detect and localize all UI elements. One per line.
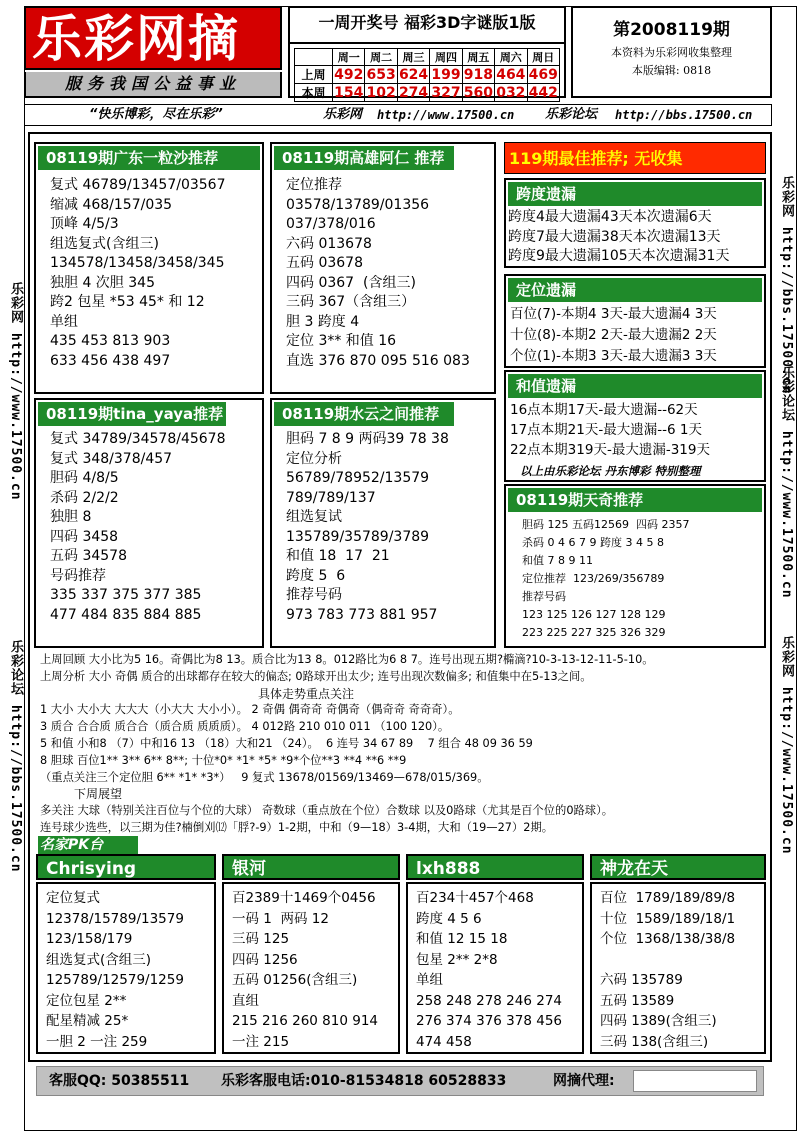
pk-panel-body xyxy=(46,888,184,1052)
gx-line: 03578/13789/01356 xyxy=(286,196,430,213)
draw-number: 442 xyxy=(528,84,558,101)
span-miss-body xyxy=(508,208,729,267)
pk-line: 125789/12579/1259 xyxy=(46,972,184,988)
logo xyxy=(24,6,282,70)
panel-sy-body xyxy=(286,430,449,625)
sy-line: 定位分析 xyxy=(286,450,342,467)
draw-number: 492 xyxy=(334,66,364,83)
draw-row-label: 上周 xyxy=(295,66,333,84)
gd-line: 跨2 包星 *53 45* 和 12 xyxy=(50,294,205,310)
pos-miss-title: 定位遗漏 xyxy=(508,278,762,302)
footer-qq: 客服QQ: 50385511 xyxy=(49,1073,190,1089)
pos-miss-line: 个位(1)-本期3 3天-最大遗漏3 3天 xyxy=(510,348,717,364)
tq-title: 08119期天奇推荐 xyxy=(508,488,762,512)
panel-gd xyxy=(34,142,264,394)
analysis-line: 5 和值 小和8 （7）中和16 13 （18）大和21 （24）。 6 连号 34 67 89 7 组合 48 09 36 59 xyxy=(40,736,533,750)
tq-line: 定位推荐 123/269/356789 xyxy=(522,572,665,585)
sy-line: 推荐号码 xyxy=(286,587,342,603)
gx-line: 六码 013678 xyxy=(286,235,372,252)
banner-motto: “快乐博彩，尽在乐彩” xyxy=(89,107,223,122)
pk-line: 215 216 260 810 914 xyxy=(232,1013,379,1029)
pk-line: 百位 1789/189/89/8 xyxy=(600,890,736,906)
logo-text: 乐彩网摘 xyxy=(32,10,240,68)
draw-day-header: 周四 xyxy=(430,49,462,66)
pk-line: 三码 138(含组三) xyxy=(600,1033,709,1050)
sum-miss-credit: 以上由乐彩论坛 丹东博彩 特别整理 xyxy=(520,464,701,478)
draw-number: 032 xyxy=(496,84,526,101)
pos-miss-line: 十位(8)-本期2 2天-最大遗漏2 2天 xyxy=(510,327,717,343)
pk-line: 一注 215 xyxy=(232,1033,290,1050)
tq-line: 223 225 227 325 326 329 xyxy=(522,626,666,639)
gx-line: 三码 367（含组三） xyxy=(286,294,416,310)
sum-miss-title: 和值遗漏 xyxy=(508,374,762,398)
pk-panel xyxy=(406,882,584,1054)
sy-line: 789/789/137 xyxy=(286,489,376,506)
draw-day-header: 周三 xyxy=(397,49,429,66)
tina-line: 胆码 4/8/5 xyxy=(50,470,119,486)
analysis-line: 具体走势重点关注 xyxy=(258,686,355,701)
pk-line: 三码 125 xyxy=(232,931,290,947)
tina-line: 477 484 835 884 885 xyxy=(50,606,202,623)
draw-number: 918 xyxy=(463,66,494,83)
pos-miss-line: 百位(7)-本期4 3天-最大遗漏4 3天 xyxy=(510,306,717,322)
draw-header-title: 一周开奖号 福彩3D字谜版1版 xyxy=(290,10,564,44)
pk-panel xyxy=(222,882,400,1054)
gd-line: 缩减 468/157/035 xyxy=(50,196,173,213)
pk-line: 六码 135789 xyxy=(600,972,683,988)
analysis-line: 1 大小 大小大 大大大（小大大 大小小）。 2 奇偶 偶奇奇 奇偶奇（偶奇奇 奇奇奇）。 xyxy=(40,703,460,717)
tq-line: 胆码 125 五码12569 四码 2357 xyxy=(522,518,690,531)
draw-day-header: 周六 xyxy=(495,49,527,66)
pk-label: 名家PK台 xyxy=(38,836,138,854)
side-text-left-top: 乐彩网 http://www.17500.cn xyxy=(8,282,23,501)
pk-line: 十位 1589/189/18/1 xyxy=(600,910,736,927)
pk-panel xyxy=(36,882,216,1054)
side-text-right-mid: 乐彩论坛 http://www.17500.cn xyxy=(779,366,794,599)
pk-line: 百2389十1469个0456 xyxy=(232,890,376,906)
gx-line: 胆 3 跨度 4 xyxy=(286,313,360,330)
banner-forum-url[interactable]: http://bbs.17500.cn xyxy=(615,108,753,122)
draw-day-header: 周日 xyxy=(527,49,559,66)
panel-sy-title: 08119期水云之间推荐 xyxy=(274,402,454,426)
pk-panel-body xyxy=(416,888,562,1052)
draw-day-header: 周二 xyxy=(365,49,397,66)
panel-gd-body xyxy=(50,176,226,371)
sy-line: 56789/78952/13579 xyxy=(286,470,430,486)
pk-line: 一胆 2 一注 259 xyxy=(46,1033,148,1050)
sum-miss-line: 17点本期21天-最大遗漏--6 1天 xyxy=(510,422,702,438)
issue-editor: 本版编辑: 0818 xyxy=(631,64,712,77)
tina-line: 335 337 375 377 385 xyxy=(50,587,202,603)
issue-box xyxy=(571,6,772,98)
pos-miss-body xyxy=(510,304,717,367)
panel-gd-title: 08119期广东一粒沙推荐 xyxy=(38,146,260,170)
side-text-left-bottom: 乐彩论坛 http://bbs.17500.cn xyxy=(8,640,23,873)
draw-number: 624 xyxy=(398,66,429,83)
analysis-line: 上周回顾 大小比为5 16。奇偶比为8 13。质合比为13 8。012路比为6 8 7。连号出现五期?橢滴?10-3-13-12-11-5-10。 xyxy=(40,653,654,666)
pk-line: 单组 xyxy=(416,972,443,988)
gx-line: 037/378/016 xyxy=(286,216,376,232)
gd-line: 组选复式(含组三) xyxy=(50,235,159,252)
draw-number: 102 xyxy=(366,84,396,101)
sy-line: 和值 18 17 21 xyxy=(286,548,390,564)
tq-line: 123 125 126 127 128 129 xyxy=(522,608,666,621)
analysis-line: 3 质合 合合质 质合合（质合质 质质质）。 4 012路 210 010 011 （100 120）。 xyxy=(40,720,450,734)
gx-line: 五码 03678 xyxy=(286,255,363,271)
span-miss-line: 跨度9最大遗漏105天本次遗漏31天 xyxy=(508,248,730,264)
panel-gx-title: 08119期高雄阿仁 推荐 xyxy=(274,146,454,170)
footer-agent-box xyxy=(633,1070,757,1092)
panel-tina xyxy=(34,398,264,648)
footer-agent: 网摘代理: xyxy=(553,1073,615,1089)
tina-line: 复式 348/378/457 xyxy=(50,450,173,467)
panel-gx-body xyxy=(286,176,470,371)
pk-line: 五码 13589 xyxy=(600,992,675,1009)
pk-panel-title: 银河 xyxy=(222,854,400,880)
analysis-line: 8 胆球 百位1** 3** 6** 8**; 十位*0* *1* *5* *9*个位**3 **4 **6 **9 xyxy=(40,753,407,767)
gx-line: 四码 0367 (含组三) xyxy=(286,274,416,291)
sum-miss-line: 16点本期17天-最大遗漏--62天 xyxy=(510,402,698,418)
draw-number: 653 xyxy=(366,66,396,83)
tina-line: 独胆 8 xyxy=(50,509,92,525)
sy-line: 胆码 7 8 9 两码39 78 38 xyxy=(286,431,449,447)
draw-number: 154 xyxy=(334,84,364,101)
pk-panel-title: Chrisying xyxy=(36,854,216,880)
pk-line: 个位 1368/138/38/8 xyxy=(600,931,736,947)
tina-line: 杀码 2/2/2 xyxy=(50,489,119,506)
footer xyxy=(36,1066,764,1096)
pk-line: 定位复式 xyxy=(46,890,100,906)
issue-number: 第2008119期 xyxy=(613,20,730,40)
draw-table xyxy=(294,48,560,102)
span-miss-title: 跨度遗漏 xyxy=(508,182,762,206)
panel-tina-title: 08119期tina_yaya推荐 xyxy=(38,402,226,426)
pk-line: 123/158/179 xyxy=(46,931,133,947)
span-miss-line: 跨度4最大遗漏43天本次遗漏6天 xyxy=(508,209,712,225)
sum-miss-line: 22点本期319天-最大遗漏-319天 xyxy=(510,442,710,458)
panel-gx xyxy=(270,142,496,394)
pk-line: 276 374 376 378 456 xyxy=(416,1013,563,1029)
tq-line: 杀码 0 4 6 7 9 跨度 3 4 5 8 xyxy=(522,536,664,549)
pk-panel-title: 神龙在天 xyxy=(590,854,766,880)
pk-line: 和值 12 15 18 xyxy=(416,931,508,947)
best-banner: 119期最佳推荐; 无收集 xyxy=(504,142,766,174)
pk-line: 配星精减 25* xyxy=(46,1013,129,1029)
panel-sum-miss xyxy=(504,370,766,482)
draw-number: 469 xyxy=(528,66,558,83)
sum-miss-body xyxy=(510,400,710,460)
gd-line: 633 456 438 497 xyxy=(50,352,171,369)
pk-line: 百234十457个468 xyxy=(416,890,534,906)
banner-forum-name: 乐彩论坛 xyxy=(545,107,598,122)
pk-panel-body xyxy=(232,888,378,1052)
tq-line: 和值 7 8 9 11 xyxy=(522,554,593,567)
pk-line: 直组 xyxy=(232,992,259,1009)
gd-line: 435 453 813 903 xyxy=(50,333,171,349)
panel-pos-miss xyxy=(504,274,766,368)
sy-line: 跨度 5 6 xyxy=(286,567,346,584)
draw-number: 274 xyxy=(398,84,429,101)
gd-line: 134578/13458/3458/345 xyxy=(50,255,225,271)
draw-row-label: 本周 xyxy=(295,84,333,102)
draw-number: 560 xyxy=(463,84,494,101)
gd-line: 顶峰 4/5/3 xyxy=(50,216,119,232)
span-miss-line: 跨度7最大遗漏38天本次遗漏13天 xyxy=(508,228,721,245)
panel-sy xyxy=(270,398,496,648)
draw-number: 199 xyxy=(431,66,461,83)
pk-line: 跨度 4 5 6 xyxy=(416,910,482,927)
gd-line: 单组 xyxy=(50,313,78,330)
analysis xyxy=(40,652,768,838)
side-text-right-top: 乐彩网 http://bbs.17500.cn xyxy=(779,176,794,395)
pk-line: 四码 1389(含组三) xyxy=(600,1013,717,1029)
pk-line xyxy=(600,950,735,971)
pk-line: 五码 01256(含组三) xyxy=(232,972,358,988)
pk-panel-body xyxy=(600,888,735,1052)
analysis-line: 连号球少选些，以三期为佳?楠倒刈⑿「脬?-9）1-2期，中和（9—18）3-4期，大和（19—27）2期。 xyxy=(40,820,554,834)
tq-line: 推荐号码 xyxy=(522,590,566,603)
draw-number: 464 xyxy=(496,66,526,83)
gx-line: 定位推荐 xyxy=(286,177,342,193)
draw-number: 327 xyxy=(431,84,461,101)
tq-body xyxy=(522,516,689,642)
draw-day-header: 周五 xyxy=(462,49,494,66)
tina-line: 四码 3458 xyxy=(50,528,119,545)
panel-span-miss xyxy=(504,178,766,268)
draw-day-header: 周一 xyxy=(333,49,365,66)
issue-note: 本资料为乐彩网收集整理 xyxy=(611,46,732,59)
pk-line: 一码 1 两码 12 xyxy=(232,910,329,927)
pk-panel xyxy=(590,882,766,1054)
analysis-line: 上周分析 大小 奇偶 质合的出球都存在较大的偏态; 0路球开出太少; 连号出现次数偏多; 和值集中在5-13之间。 xyxy=(40,669,592,683)
analysis-line: 多关注 大球（特别关注百位与个位的大球） 奇数球（重点放在个位）合数球 以及0路球（尤其是百个位的0路球）。 xyxy=(40,804,614,818)
gx-line: 定位 3** 和值 16 xyxy=(286,333,397,349)
banner-site-name: 乐彩网 xyxy=(323,107,363,122)
panel-tq xyxy=(504,484,766,648)
banner-site-url[interactable]: http://www.17500.cn xyxy=(377,108,515,122)
side-text-right-bottom: 乐彩网 http://www.17500.cn xyxy=(779,636,794,855)
tina-line: 五码 34578 xyxy=(50,548,127,564)
panel-tina-body xyxy=(50,430,226,625)
pk-line: 定位包星 2** xyxy=(46,992,127,1009)
pk-line: 包星 2** 2*8 xyxy=(416,951,498,968)
gd-line: 复式 46789/13457/03567 xyxy=(50,177,226,193)
analysis-line: （重点关注三个定位胆 6** *1* *3*） 9 复式 13678/01569/13469—678/015/369。 xyxy=(40,770,489,784)
tina-line: 号码推荐 xyxy=(50,567,106,584)
banner xyxy=(24,104,772,126)
sy-line: 组选复试 xyxy=(286,509,342,525)
pk-line: 474 458 xyxy=(416,1033,472,1050)
draw-header xyxy=(288,6,566,101)
pk-line: 12378/15789/13579 xyxy=(46,910,184,927)
pk-line: 258 248 278 246 274 xyxy=(416,992,563,1009)
gx-line: 直选 376 870 095 516 083 xyxy=(286,352,470,369)
slogan: 服务我国公益事业 xyxy=(24,72,282,98)
analysis-line: 下周展望 xyxy=(74,787,123,802)
draw-table-corner xyxy=(295,49,333,66)
gd-line: 独胆 4 次胆 345 xyxy=(50,274,155,291)
sy-line: 135789/35789/3789 xyxy=(286,528,430,545)
pk-panel-title: lxh888 xyxy=(406,854,584,880)
tina-line: 复式 34789/34578/45678 xyxy=(50,431,226,447)
pk-line: 组选复式(含组三) xyxy=(46,951,152,968)
pk-line: 四码 1256 xyxy=(232,951,298,968)
footer-phone: 乐彩客服电话:010-81534818 60528833 xyxy=(221,1073,507,1089)
sy-line: 973 783 773 881 957 xyxy=(286,606,438,623)
